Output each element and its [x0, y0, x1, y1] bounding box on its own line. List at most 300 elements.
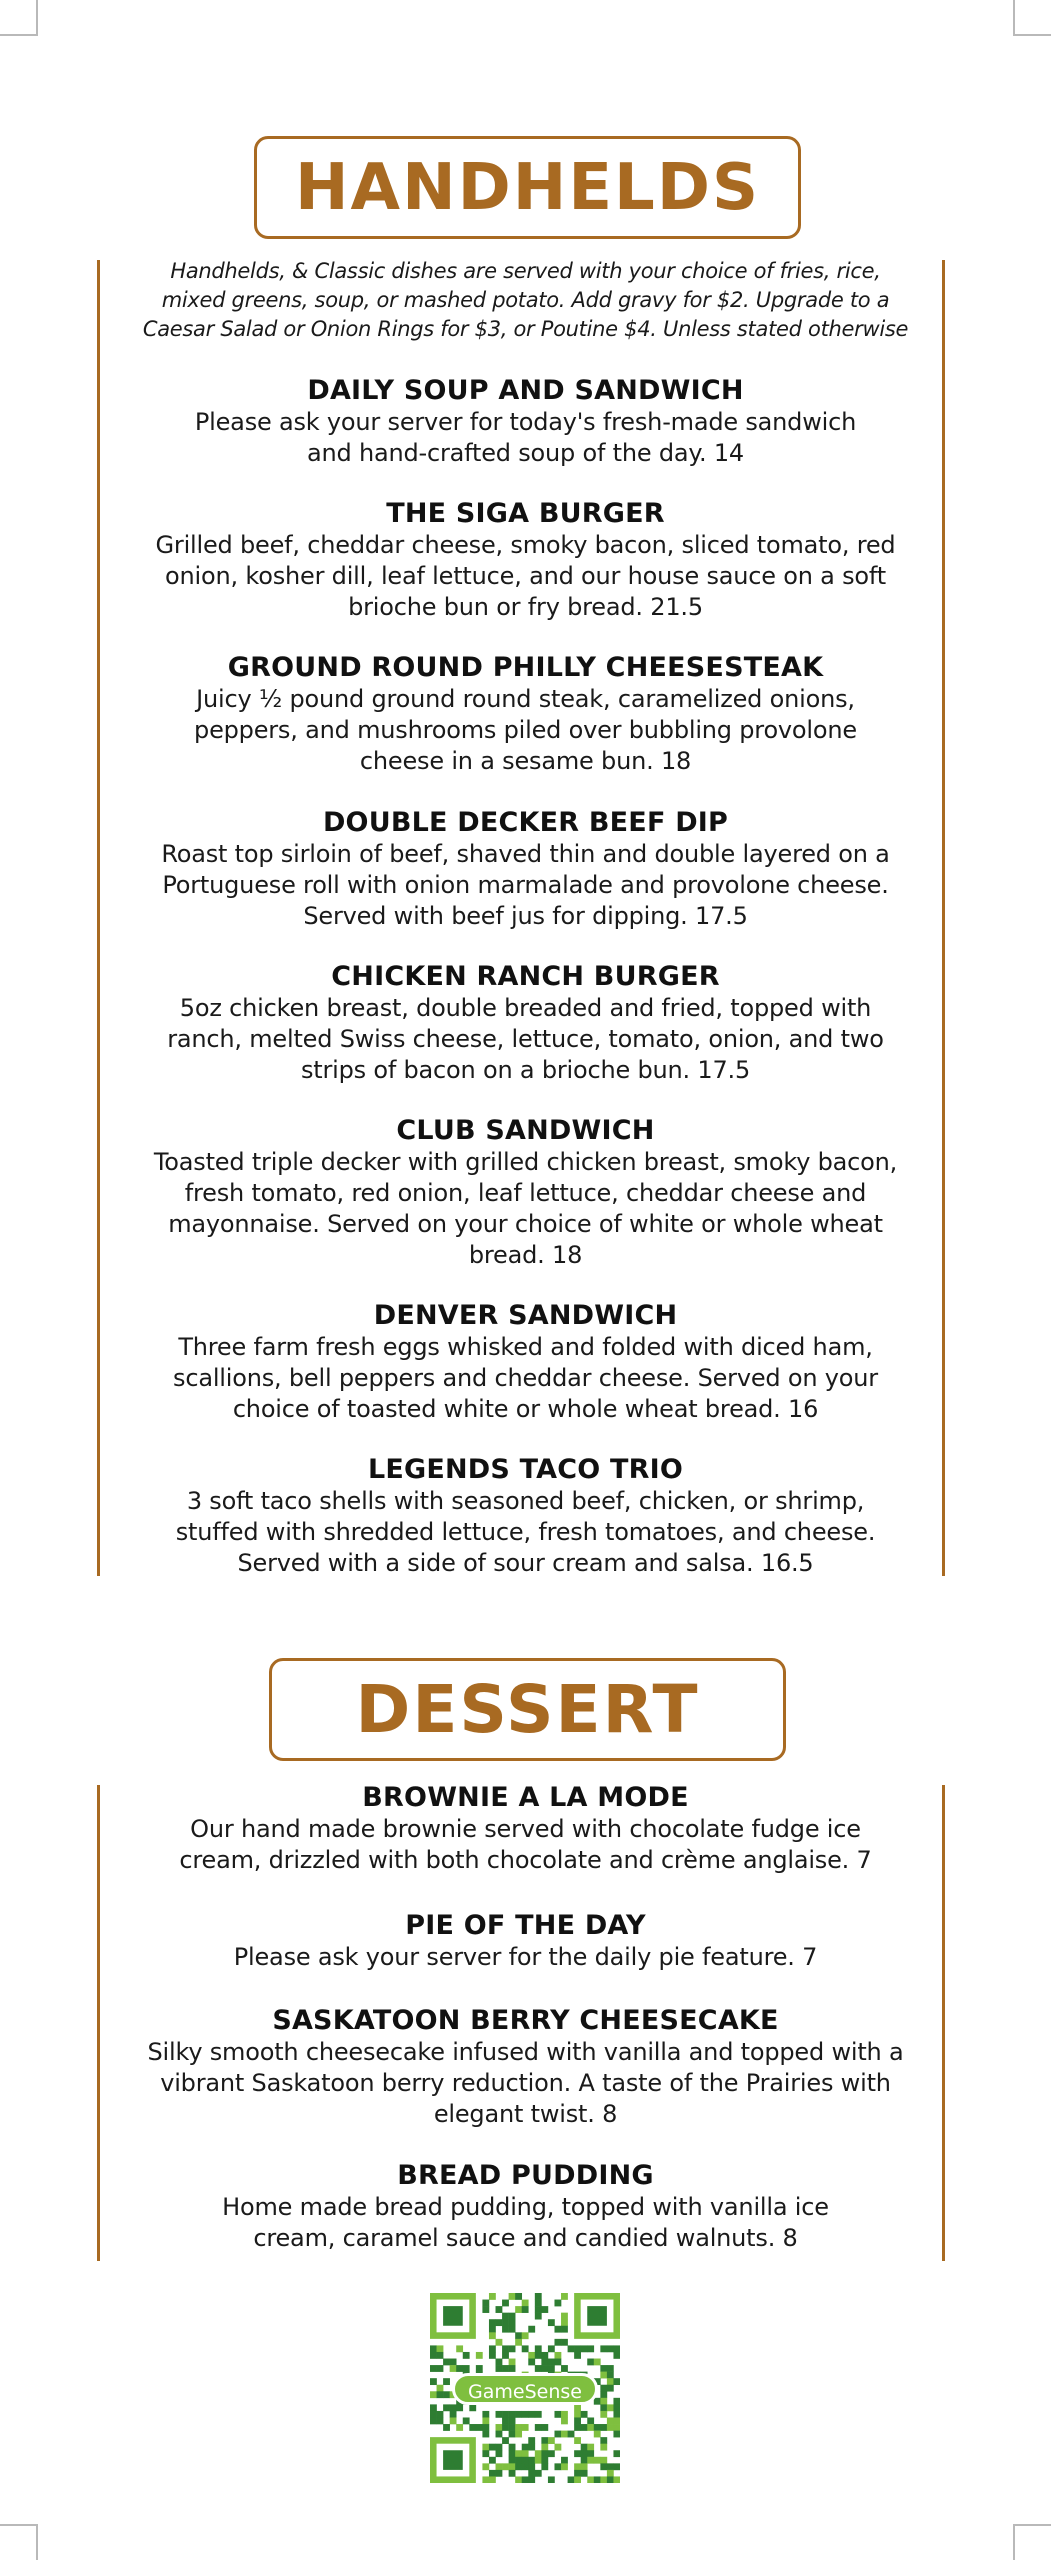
qr-module: [587, 2359, 594, 2366]
qr-module: [496, 2424, 503, 2431]
qr-module: [443, 2359, 450, 2366]
qr-module: [554, 2300, 561, 2307]
qr-module: [600, 2411, 607, 2418]
crop-mark: [1013, 2524, 1015, 2560]
qr-module: [535, 2457, 542, 2464]
menu-item: [140, 497, 911, 623]
qr-module: [600, 2463, 607, 2470]
qr-module: [522, 2300, 529, 2307]
crop-mark: [1015, 34, 1051, 36]
qr-module: [561, 2431, 568, 2438]
qr-module: [430, 2378, 437, 2385]
qr-module: [509, 2319, 516, 2326]
qr-module: [515, 2411, 522, 2418]
qr-module: [515, 2431, 522, 2438]
qr-module: [594, 2398, 601, 2405]
qr-module: [535, 2306, 542, 2313]
handhelds-intro: Handhelds, & Classic dishes are served with your choice of fries, rice, mixed greens, soup, or mashed potato. Add gravy for $2. Upgrade to a Caesar Salad or Onion Rings for $3, or Poutine $4. Unless stated otherwise: [142, 259, 909, 341]
qr-module: [496, 2431, 503, 2438]
qr-module: [613, 2352, 620, 2359]
qr-module: [535, 2345, 542, 2352]
qr-module: [496, 2450, 503, 2457]
qr-module: [509, 2444, 516, 2451]
qr-module: [554, 2431, 561, 2438]
qr-module: [509, 2431, 516, 2438]
qr-module: [607, 2372, 614, 2379]
menu-item: [140, 1781, 911, 1876]
menu-item-description: Home made bread pudding, topped with vanilla ice cream, caramel sauce and candied walnuts. 8: [222, 2193, 829, 2252]
qr-module: [509, 2359, 516, 2366]
qr-module: [450, 2404, 457, 2411]
handhelds-title: HANDHELDS: [294, 150, 761, 225]
crop-mark: [36, 0, 38, 36]
qr-module: [607, 2404, 614, 2411]
qr-module: [502, 2352, 509, 2359]
crop-mark: [1013, 0, 1015, 36]
qr-module: [482, 2417, 489, 2424]
qr-module: [594, 2431, 601, 2438]
qr-module: [509, 2470, 516, 2477]
qr-module: [528, 2457, 535, 2464]
qr-module: [502, 2313, 509, 2320]
qr-module: [443, 2424, 450, 2431]
qr-module: [430, 2345, 437, 2352]
qr-module: [528, 2411, 535, 2418]
qr-module: [574, 2411, 581, 2418]
qr-module: [482, 2424, 489, 2431]
crop-mark: [0, 34, 36, 36]
qr-module: [541, 2365, 548, 2372]
qr-module: [437, 2352, 444, 2359]
menu-item: [140, 1909, 911, 1973]
qr-module: [482, 2306, 489, 2313]
qr-module: [515, 2476, 522, 2483]
qr-module: [581, 2450, 588, 2457]
menu-item-name: SASKATOON BERRY CHEESECAKE: [272, 2005, 779, 2036]
qr-module: [489, 2476, 496, 2483]
menu-item-description: Silky smooth cheesecake infused with vanilla and topped with a vibrant Saskatoon berry reduction. A taste of the Prairies with elegant twist. 8: [147, 2038, 904, 2128]
qr-module: [496, 2444, 503, 2451]
qr-module: [456, 2345, 463, 2352]
qr-module: [502, 2300, 509, 2307]
qr-module: [554, 2411, 561, 2418]
qr-module: [554, 2352, 561, 2359]
handhelds-right-rule: [942, 260, 945, 1576]
qr-module: [437, 2411, 444, 2418]
qr-module: [496, 2463, 503, 2470]
menu-item-description: Grilled beef, cheddar cheese, smoky bacon, sliced tomato, red onion, kosher dill, leaf lettuce, and our house sauce on a soft brioche bun or fry bread. 21.5: [155, 531, 896, 621]
qr-module: [581, 2457, 588, 2464]
menu-item: [140, 374, 911, 469]
qr-module: [568, 2476, 575, 2483]
qr-module: [450, 2411, 457, 2418]
qr-module: [574, 2463, 581, 2470]
qr-module: [496, 2319, 503, 2326]
qr-module: [548, 2437, 555, 2444]
qr-module: [541, 2444, 548, 2451]
qr-module: [548, 2476, 555, 2483]
menu-item-name: LEGENDS TACO TRIO: [367, 1454, 684, 1485]
menu-item-description: Juicy ½ pound ground round steak, caramelized onions, peppers, and mushrooms piled over bubbling provolone cheese in a sesame bun. 18: [194, 685, 857, 775]
qr-module: [574, 2476, 581, 2483]
qr-module: [574, 2450, 581, 2457]
menu-item-name: DAILY SOUP AND SANDWICH: [307, 375, 744, 406]
qr-module: [594, 2476, 601, 2483]
handhelds-title-box: [254, 136, 801, 239]
qr-module: [482, 2476, 489, 2483]
qr-module: [489, 2457, 496, 2464]
qr-module: [581, 2345, 588, 2352]
qr-module: [509, 2463, 516, 2470]
qr-module: [600, 2398, 607, 2405]
qr-module: [535, 2450, 542, 2457]
qr-module: [482, 2431, 489, 2438]
qr-module: [574, 2437, 581, 2444]
qr-module: [600, 2457, 607, 2464]
qr-module: [528, 2352, 535, 2359]
qr-module: [502, 2411, 509, 2418]
qr-module: [574, 2345, 581, 2352]
qr-module: [607, 2385, 614, 2392]
qr-module: [607, 2417, 614, 2424]
crop-mark: [0, 2524, 36, 2526]
menu-item-name: PIE OF THE DAY: [405, 1910, 646, 1941]
qr-module: [554, 2444, 561, 2451]
qr-module: [437, 2417, 444, 2424]
qr-module: [515, 2424, 522, 2431]
qr-module: [515, 2339, 522, 2346]
qr-module: [613, 2378, 620, 2385]
qr-module: [541, 2306, 548, 2313]
menu-item-name: BREAD PUDDING: [397, 2160, 654, 2191]
qr-module: [600, 2476, 607, 2483]
qr-module: [554, 2359, 561, 2366]
qr-module: [482, 2411, 489, 2418]
qr-module: [587, 2417, 594, 2424]
qr-module: [430, 2411, 437, 2418]
qr-module: [554, 2326, 561, 2333]
qr-module: [509, 2457, 516, 2464]
qr-module: [509, 2365, 516, 2372]
dessert-title-box: [269, 1658, 786, 1761]
dessert-title: DESSERT: [355, 1670, 700, 1748]
qr-module: [574, 2424, 581, 2431]
qr-code-icon[interactable]: [430, 2293, 620, 2483]
gamesense-badge: GameSense: [452, 2373, 598, 2405]
qr-module: [489, 2345, 496, 2352]
qr-module: [443, 2378, 450, 2385]
qr-finder-inner: [443, 2450, 463, 2470]
qr-module: [502, 2319, 509, 2326]
qr-module: [528, 2463, 535, 2470]
qr-module: [502, 2365, 509, 2372]
qr-module: [515, 2332, 522, 2339]
qr-module: [482, 2450, 489, 2457]
qr-module: [607, 2365, 614, 2372]
qr-module: [496, 2339, 503, 2346]
qr-module: [515, 2457, 522, 2464]
qr-module: [561, 2463, 568, 2470]
qr-finder-inner: [443, 2306, 463, 2326]
qr-module: [502, 2326, 509, 2333]
qr-module: [489, 2352, 496, 2359]
qr-module: [509, 2411, 516, 2418]
qr-module: [554, 2463, 561, 2470]
qr-module: [430, 2391, 437, 2398]
qr-module: [587, 2444, 594, 2451]
qr-module: [574, 2470, 581, 2477]
qr-module: [613, 2450, 620, 2457]
qr-module: [522, 2345, 529, 2352]
qr-module: [496, 2411, 503, 2418]
menu-item: [140, 651, 911, 777]
qr-module: [528, 2359, 535, 2366]
qr-module: [600, 2385, 607, 2392]
qr-module: [613, 2424, 620, 2431]
qr-module: [430, 2365, 437, 2372]
qr-module: [430, 2417, 437, 2424]
qr-module: [568, 2345, 575, 2352]
qr-module: [515, 2306, 522, 2313]
qr-module: [594, 2457, 601, 2464]
qr-module: [463, 2365, 470, 2372]
qr-module: [509, 2326, 516, 2333]
qr-module: [476, 2352, 483, 2359]
qr-module: [587, 2345, 594, 2352]
qr-module: [489, 2326, 496, 2333]
qr-module: [561, 2411, 568, 2418]
handhelds-left-rule: [97, 260, 100, 1576]
qr-module: [522, 2411, 529, 2418]
qr-module: [581, 2470, 588, 2477]
menu-item-name: THE SIGA BURGER: [386, 498, 665, 529]
qr-module: [594, 2359, 601, 2366]
qr-module: [522, 2476, 529, 2483]
qr-module: [600, 2404, 607, 2411]
qr-module: [522, 2450, 529, 2457]
qr-module: [528, 2437, 535, 2444]
qr-module: [541, 2424, 548, 2431]
qr-module: [489, 2470, 496, 2477]
qr-module: [535, 2300, 542, 2307]
qr-module: [541, 2457, 548, 2464]
qr-module: [613, 2463, 620, 2470]
qr-module: [535, 2470, 542, 2477]
qr-module: [489, 2293, 496, 2300]
qr-module: [587, 2424, 594, 2431]
qr-module: [430, 2404, 437, 2411]
qr-module: [437, 2365, 444, 2372]
menu-item-description: Please ask your server for the daily pie feature. 7: [233, 1943, 818, 1971]
qr-module: [496, 2365, 503, 2372]
qr-module: [430, 2352, 437, 2359]
qr-module: [456, 2365, 463, 2372]
qr-module: [469, 2424, 476, 2431]
menu-item-description: Roast top sirloin of beef, shaved thin and double layered on a Portuguese roll with onion marmalade and provolone cheese. Served with beef jus for dipping. 17.5: [161, 840, 890, 930]
qr-module: [607, 2463, 614, 2470]
qr-module: [613, 2431, 620, 2438]
menu-item-name: GROUND ROUND PHILLY CHEESESTEAK: [227, 652, 824, 683]
qr-module: [528, 2476, 535, 2483]
qr-module: [561, 2339, 568, 2346]
qr-finder-inner: [587, 2306, 607, 2326]
qr-module: [456, 2424, 463, 2431]
qr-module: [613, 2345, 620, 2352]
menu-item-name: DOUBLE DECKER BEEF DIP: [322, 807, 729, 838]
qr-module: [482, 2300, 489, 2307]
qr-module: [489, 2319, 496, 2326]
qr-module: [502, 2437, 509, 2444]
qr-module: [509, 2424, 516, 2431]
qr-module: [600, 2444, 607, 2451]
qr-module: [607, 2345, 614, 2352]
qr-module: [522, 2332, 529, 2339]
qr-module: [443, 2404, 450, 2411]
qr-module: [581, 2424, 588, 2431]
qr-module: [522, 2457, 529, 2464]
qr-module: [561, 2293, 568, 2300]
qr-module: [541, 2352, 548, 2359]
crop-mark: [1015, 2524, 1051, 2526]
qr-module: [535, 2365, 542, 2372]
menu-item: [140, 1114, 911, 1271]
qr-module: [574, 2352, 581, 2359]
qr-module: [607, 2424, 614, 2431]
menu-item: [140, 2004, 911, 2130]
qr-module: [600, 2424, 607, 2431]
qr-module: [587, 2476, 594, 2483]
qr-module: [535, 2293, 542, 2300]
menu-item: [140, 806, 911, 932]
menu-item: [140, 960, 911, 1086]
qr-module: [613, 2411, 620, 2418]
qr-module: [450, 2359, 457, 2366]
qr-module: [607, 2378, 614, 2385]
qr-module: [587, 2450, 594, 2457]
qr-module: [600, 2391, 607, 2398]
qr-module: [581, 2411, 588, 2418]
qr-module: [528, 2326, 535, 2333]
qr-module: [496, 2470, 503, 2477]
qr-module: [541, 2463, 548, 2470]
menu-item-name: CHICKEN RANCH BURGER: [331, 961, 720, 992]
qr-module: [535, 2424, 542, 2431]
qr-module: [554, 2339, 561, 2346]
qr-module: [496, 2359, 503, 2366]
menu-item-description: Three farm fresh eggs whisked and folded with diced ham, scallions, bell peppers and cheddar cheese. Served on your choice of toasted white or whole wheat bread. 16: [173, 1333, 878, 1423]
qr-module: [535, 2313, 542, 2320]
qr-module: [443, 2391, 450, 2398]
qr-module: [509, 2293, 516, 2300]
qr-module: [463, 2352, 470, 2359]
qr-module: [515, 2293, 522, 2300]
menu-item: [140, 1453, 911, 1579]
qr-module: [541, 2359, 548, 2366]
crop-mark: [36, 2524, 38, 2560]
qr-module: [613, 2398, 620, 2405]
qr-module: [522, 2424, 529, 2431]
qr-module: [548, 2319, 555, 2326]
qr-module: [594, 2424, 601, 2431]
qr-module: [482, 2463, 489, 2470]
qr-module: [541, 2437, 548, 2444]
qr-module: [561, 2365, 568, 2372]
qr-module: [561, 2417, 568, 2424]
qr-module: [476, 2424, 483, 2431]
qr-module: [502, 2417, 509, 2424]
qr-module: [587, 2457, 594, 2464]
dessert-left-rule: [97, 1785, 100, 2261]
menu-item-name: CLUB SANDWICH: [396, 1115, 655, 1146]
qr-module: [548, 2450, 555, 2457]
qr-module: [561, 2313, 568, 2320]
qr-module: [528, 2444, 535, 2451]
qr-module: [509, 2450, 516, 2457]
menu-item-description: Please ask your server for today's fresh-made sandwich and hand-crafted soup of the day. 14: [194, 408, 857, 467]
menu-item-description: Our hand made brownie served with chocolate fudge ice cream, drizzled with both chocolate and crème anglaise. 7: [179, 1815, 872, 1874]
qr-module: [522, 2306, 529, 2313]
qr-module: [600, 2365, 607, 2372]
qr-module: [581, 2444, 588, 2451]
menu-item-description: 5oz chicken breast, double breaded and fried, topped with ranch, melted Swiss cheese, lettuce, tomato, onion, and two strips of bacon on a brioche bun. 17.5: [167, 994, 884, 1084]
menu-item: [140, 2159, 911, 2254]
qr-module: [600, 2437, 607, 2444]
qr-module: [489, 2444, 496, 2451]
qr-module: [548, 2359, 555, 2366]
menu-item-description: 3 soft taco shells with seasoned beef, chicken, or shrimp, stuffed with shredded lettuce, fresh tomatoes, and cheese. Served with a side of sour cream and salsa. 16.5: [175, 1487, 876, 1577]
qr-module: [581, 2463, 588, 2470]
qr-module: [548, 2345, 555, 2352]
qr-module: [509, 2345, 516, 2352]
qr-module: [528, 2470, 535, 2477]
qr-module: [502, 2345, 509, 2352]
qr-module: [437, 2345, 444, 2352]
qr-module: [600, 2372, 607, 2379]
qr-module: [574, 2404, 581, 2411]
qr-module: [450, 2365, 457, 2372]
qr-module: [561, 2319, 568, 2326]
qr-module: [522, 2463, 529, 2470]
qr-module: [535, 2411, 542, 2418]
qr-module: [561, 2457, 568, 2464]
dessert-right-rule: [942, 1785, 945, 2261]
qr-module: [509, 2313, 516, 2320]
qr-module: [476, 2365, 483, 2372]
qr-module: [541, 2450, 548, 2457]
qr-module: [450, 2417, 457, 2424]
qr-module: [437, 2385, 444, 2392]
qr-module: [515, 2463, 522, 2470]
qr-module: [522, 2444, 529, 2451]
qr-module: [613, 2476, 620, 2483]
menu-item-description: Toasted triple decker with grilled chicken breast, smoky bacon, fresh tomato, red onion, leaf lettuce, cheddar cheese and mayonnaise. Served on your choice of white or whole wheat bread. 18: [153, 1148, 898, 1269]
qr-module: [502, 2463, 509, 2470]
qr-module: [561, 2326, 568, 2333]
qr-module: [607, 2470, 614, 2477]
menu-item: [140, 1299, 911, 1425]
qr-module: [502, 2424, 509, 2431]
menu-item-name: BROWNIE A LA MODE: [362, 1782, 689, 1813]
qr-module: [437, 2391, 444, 2398]
menu-item-name: DENVER SANDWICH: [373, 1300, 678, 1331]
qr-module: [509, 2417, 516, 2424]
qr-module: [607, 2476, 614, 2483]
qr-module: [548, 2365, 555, 2372]
qr-module: [456, 2404, 463, 2411]
qr-module: [574, 2417, 581, 2424]
qr-module: [600, 2345, 607, 2352]
qr-module: [496, 2306, 503, 2313]
